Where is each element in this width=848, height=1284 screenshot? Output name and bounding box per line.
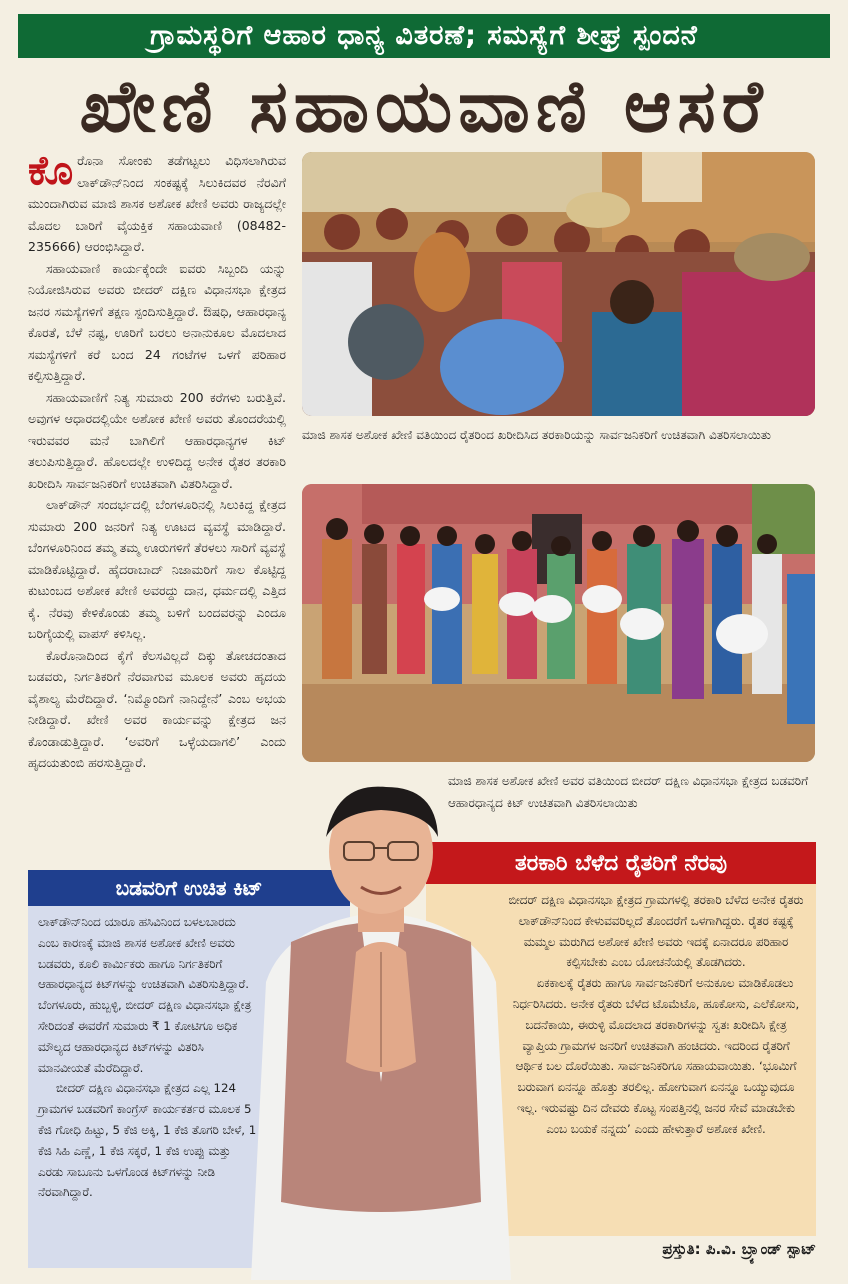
article-column: [28, 150, 286, 860]
credit-line: ಪ್ರಸ್ತುತಿ: ಪಿ.ವಿ. ಬ್ರ್ಯಾಂಡ್ ಸ್ಪಾಟ್: [662, 1240, 816, 1258]
photo1-caption: ಮಾಜಿ ಶಾಸಕ ಅಶೋಕ ಖೇಣಿ ವತಿಯಿಂದ ರೈತರಿಂದ ಖರೀದಿಸಿದ ತರಕಾರಿಯನ್ನು ಸಾರ್ವಜನಿಕರಿಗೆ ಉಚಿತವಾಗಿ ವಿತರಿಸಲಾಯಿತು: [302, 428, 771, 442]
photo-kit-distribution: [302, 484, 815, 762]
dropcap: ಕೊ: [28, 148, 74, 194]
kicker-text: ಗ್ರಾಮಸ್ಥರಿಗೆ ಆಹಾರ ಧಾನ್ಯ ವಿತರಣೆ; ಸಮಸ್ಯೆಗೆ ಶೀಘ್ರ ಸ್ಪಂದನೆ: [150, 20, 698, 51]
left-box-paragraph-2: ಬೀದರ್ ದಕ್ಷಿಣ ವಿಧಾನಸಭಾ ಕ್ಷೇತ್ರದ ಎಲ್ಲ 124 ಗ್ರಾಮಗಳ ಬಡವರಿಗೆ ಕಾಂಗ್ರೆಸ್ ಕಾರ್ಯಕರ್ತರ ಮೂಲಕ 5 ಕೆಜಿ ಗೋಧಿ ಹಿಟ್ಟು, 5 ಕೆಜಿ ಅಕ್ಕಿ, 1 ಕೆಜಿ ತೊಗರಿ ಬೇಳೆ, 1 ಕೆಜಿ ಸಿಹಿ ಎಣ್ಣೆ, 1 ಕೆಜಿ ಸಕ್ಕರೆ, 1 ಕೆಜಿ ಉಪ್ಪು ಮತ್ತು ಎರಡು ಸಾಬೂನು ಒಳಗೊಂಡ ಕಿಟ್‌ಗಳನ್ನು ನೀಡಿ ನೆರವಾಗಿದ್ದಾರೆ.: [38, 1081, 257, 1200]
article-paragraph-2: ಸಹಾಯವಾಣಿ ಕಾರ್ಯಕ್ಕೆಂದೇ ಐವರು ಸಿಬ್ಬಂದಿ ಯನ್ನು ನಿಯೋಜಿಸಿರುವ ಅವರು ಬೀದರ್ ದಕ್ಷಿಣ ವಿಧಾನಸಭಾ ಕ್ಷೇತ್ರದ ಜನರ ಸಮಸ್ಯೆಗಳಿಗೆ ತಕ್ಷಣ ಸ್ಪಂದಿಸುತ್ತಿದ್ದಾರೆ. ಔಷಧಿ, ಆಹಾರಧಾನ್ಯ ಕೊರತೆ, ಬೆಳೆ ನಷ್ಟ, ಊರಿಗೆ ಬರಲು ಅನಾನುಕೂಲ ಮೊದಲಾದ ಸಮಸ್ಯೆಗಳಿಗೆ ಕರೆ ಬಂದ 24 ಗಂಟೆಗಳ ಒಳಗೆ ಪರಿಹಾರ ಕಲ್ಪಿಸುತ್ತಿದ್ದಾರೆ.: [28, 260, 286, 383]
right-box-title: ತರಕಾರಿ ಬೆಳೆದ ರೈತರಿಗೆ ನೆರವು: [514, 850, 728, 876]
article-paragraph-3: ಸಹಾಯವಾಣಿಗೆ ನಿತ್ಯ ಸುಮಾರು 200 ಕರೆಗಳು ಬರುತ್ತಿವೆ. ಅವುಗಳ ಆಧಾರದಲ್ಲಿಯೇ ಅಶೋಕ ಖೇಣಿ ಅವರು ತೊಂದರೆಯಲ್ಲಿ ಇರುವವರ ಮನೆ ಬಾಗಿಲಿಗೆ ಆಹಾರಧಾನ್ಯಗಳ ಕಿಟ್ ತಲುಪಿಸುತ್ತಿದ್ದಾರೆ. ಹೊಲದಲ್ಲೇ ಉಳಿದಿದ್ದ ಅನೇಕ ರೈತರ ತರಕಾರಿ ಖರೀದಿಸಿ ಸಾರ್ವಜನಿಕರಿಗೆ ಉಚಿತವಾಗಿ ವಿತರಿಸಿದ್ದಾರೆ.: [28, 389, 286, 491]
left-box-paragraph-1: ಲಾಕ್‌ಡೌನ್‌ನಿಂದ ಯಾರೂ ಹಸಿವಿನಿಂದ ಬಳಲಬಾರದು ಎಂಬ ಕಾರಣಕ್ಕೆ ಮಾಜಿ ಶಾಸಕ ಅಶೋಕ ಖೇಣಿ ಅವರು ಬಡವರು, ಕೂಲಿ ಕಾರ್ಮಿಕರು ಹಾಗೂ ನಿರ್ಗತಿಕರಿಗೆ ಆಹಾರಧಾನ್ಯದ ಕಿಟ್‌ಗಳನ್ನು ಉಚಿತವಾಗಿ ವಿತರಿಸುತ್ತಿದ್ದಾರೆ. ಬೆಂಗಳೂರು, ಹುಬ್ಬಳ್ಳಿ, ಬೀದರ್ ದಕ್ಷಿಣ ವಿಧಾನಸಭಾ ಕ್ಷೇತ್ರ ಸೇರಿದಂತೆ ಈವರೆಗೆ ಸುಮಾರು ₹ 1 ಕೋಟಿಗೂ ಅಧಿಕ ಮೌಲ್ಯದ ಆಹಾರಧಾನ್ಯದ ಕಿಟ್‌ಗಳನ್ನು ವಿತರಿಸಿ ಮಾನವೀಯತೆ ಮೆರೆದಿದ್ದಾರೆ.: [38, 915, 252, 1075]
right-box-paragraph-2: ಏಕಕಾಲಕ್ಕೆ ರೈತರು ಹಾಗೂ ಸಾರ್ವಜನಿಕರಿಗೆ ಅನುಕೂಲ ಮಾಡಿಕೊಡಲು ನಿರ್ಧರಿಸಿದರು. ಅನೇಕ ರೈತರು ಬೆಳೆದ ಟೊಮೆಟೊ, ಹೂಕೋಸು, ಎಲೆಕೋಸು, ಬದನೆಕಾಯಿ, ಈರುಳ್ಳಿ ಮೊದಲಾದ ತರಕಾರಿಗಳನ್ನು ಸ್ವತಃ ಖರೀದಿಸಿ ಕ್ಷೇತ್ರ ವ್ಯಾಪ್ತಿಯ ಗ್ರಾಮಗಳ ಜನರಿಗೆ ಉಚಿತವಾಗಿ ಹಂಚಿದರು. ಇದರಿಂದ ರೈತರಿಗೆ ಆರ್ಥಿಕ ಬಲ ದೊರೆಯಿತು. ಸಾರ್ವಜನಿಕರಿಗೂ ಸಹಾಯವಾಯಿತು. ‘ಭೂಮಿಗೆ ಬರುವಾಗ ಏನನ್ನೂ ಹೊತ್ತು ತರಲಿಲ್ಲ. ಹೋಗುವಾಗ ಏನನ್ನೂ ಒಯ್ಯುವುದೂ ಇಲ್ಲ. ಇರುವಷ್ಟು ದಿನ ದೇವರು ಕೊಟ್ಟ ಸಂಪತ್ತಿನಲ್ಲಿ ಜನರ ಸೇವೆ ಮಾಡಬೇಕು ಎಂಬ ಬಯಕೆ ನನ್ನದು’ ಎಂದು ಹೇಳುತ್ತಾರೆ ಅಶೋಕ ಖೇಣಿ.: [512, 976, 800, 1136]
article-paragraph-1: [28, 150, 286, 258]
headline: ಖೇಣಿ ಸಹಾಯವಾಣಿ ಆಸರೆ: [79, 63, 769, 148]
photo-vegetable-distribution: [302, 152, 815, 416]
portrait-photo: [246, 782, 516, 1280]
article-paragraph-4: ಲಾಕ್‌ಡೌನ್ ಸಂದರ್ಭದಲ್ಲಿ ಬೆಂಗಳೂರಿನಲ್ಲಿ ಸಿಲುಕಿದ್ದ ಕ್ಷೇತ್ರದ ಸುಮಾರು 200 ಜನರಿಗೆ ನಿತ್ಯ ಊಟದ ವ್ಯವಸ್ಥೆ ಮಾಡಿದ್ದಾರೆ. ಬೆಂಗಳೂರಿನಿಂದ ತಮ್ಮ ತಮ್ಮ ಊರುಗಳಿಗೆ ತೆರಳಲು ಸಾರಿಗೆ ವ್ಯವಸ್ಥೆ ಮಾಡಿಕೊಟ್ಟಿದ್ದಾರೆ. ಹೈದರಾಬಾದ್ ನಿಜಾಮರಿಗೆ ಸಾಲ ಕೊಟ್ಟಿದ್ದ ಕುಟುಂಬದ ಅಶೋಕ ಖೇಣಿ ಅವರದ್ದು ದಾನ, ಧರ್ಮದಲ್ಲಿ ಎತ್ತಿದ ಕೈ. ನೆರವು ಕೇಳಿಕೊಂಡು ತಮ್ಮ ಬಳಿಗೆ ಬಂದವರನ್ನು ಎಂದೂ ಬರಿಗೈಯಲ್ಲಿ ವಾಪಸ್ ಕಳಿಸಿಲ್ಲ.: [28, 497, 286, 641]
left-box-title: ಬಡವರಿಗೆ ಉಚಿತ ಕಿಟ್: [115, 876, 263, 900]
article-paragraph-5: ಕೊರೊನಾದಿಂದ ಕೈಗೆ ಕೆಲಸವಿಲ್ಲದೆ ದಿಕ್ಕು ತೋಚದಂತಾದ ಬಡವರು, ನಿರ್ಗತಿಕರಿಗೆ ನೆರವಾಗುವ ಮೂಲಕ ಅವರು ಹೃದಯ ವೈಶಾಲ್ಯ ಮೆರೆದಿದ್ದಾರೆ. ‘ನಿಮ್ಮೊಂದಿಗೆ ನಾನಿದ್ದೇನೆ’ ಎಂಬ ಅಭಯ ನೀಡಿದ್ದಾರೆ. ಖೇಣಿ ಅವರ ಕಾರ್ಯವನ್ನು ಕ್ಷೇತ್ರದ ಜನ ಕೊಂಡಾಡುತ್ತಿದ್ದಾರೆ. ‘ಅವರಿಗೆ ಒಳ್ಳೆಯದಾಗಲಿ’ ಎಂದು ಹೃದಯತುಂಬಿ ಹರಸುತ್ತಿದ್ದಾರೆ.: [28, 647, 286, 770]
left-box-text: [38, 912, 258, 1203]
article-paragraph-1-text: ರೊನಾ ಸೋಂಕು ತಡೆಗಟ್ಟಲು ವಿಧಿಸಲಾಗಿರುವ ಲಾಕ್‌ಡೌನ್‌ನಿಂದ ಸಂಕಷ್ಟಕ್ಕೆ ಸಿಲುಕಿದವರ ನೆರವಿಗೆ ಮುಂದಾಗಿರುವ ಮಾಜಿ ಶಾಸಕ ಅಶೋಕ ಖೇಣಿ ಅವರು ರಾಜ್ಯದಲ್ಲೇ ಮೊದಲ ಬಾರಿಗೆ ವೈಯಕ್ತಿಕ ಸಹಾಯವಾಣಿ (08482-235666) ಆರಂಭಿಸಿದ್ದಾರೆ.: [28, 153, 286, 254]
right-box-paragraph-1: ಬೀದರ್ ದಕ್ಷಿಣ ವಿಧಾನಸಭಾ ಕ್ಷೇತ್ರದ ಗ್ರಾಮಗಳಲ್ಲಿ ತರಕಾರಿ ಬೆಳೆದ ಅನೇಕ ರೈತರು ಲಾಕ್‌ಡೌನ್‌ನಿಂದ ಕೇಳುವವರಿಲ್ಲದೆ ತೊಂದರೆಗೆ ಒಳಗಾಗಿದ್ದರು. ರೈತರ ಕಷ್ಟಕ್ಕೆ ಮಮ್ಮಲ ಮರುಗಿದ ಅಶೋಕ ಖೇಣಿ ಅವರು ಇದಕ್ಕೆ ಏನಾದರೂ ಪರಿಹಾರ ಕಲ್ಪಿಸಬೇಕು ಎಂಬ ಯೋಚನೆಯಲ್ಲಿ ತೊಡಗಿದರು.: [508, 893, 804, 970]
kicker-banner: [18, 14, 830, 58]
photo2-caption: ಮಾಜಿ ಶಾಸಕ ಅಶೋಕ ಖೇಣಿ ಅವರ ವತಿಯಿಂದ ಬೀದರ್ ದಕ್ಷಿಣ ವಿಧಾನಸಭಾ ಕ್ಷೇತ್ರದ ಬಡವರಿಗೆ ಆಹಾರಧಾನ್ಯದ ಕಿಟ್ ಉಚಿತವಾಗಿ ವಿತರಿಸಲಾಯಿತು: [448, 774, 809, 810]
